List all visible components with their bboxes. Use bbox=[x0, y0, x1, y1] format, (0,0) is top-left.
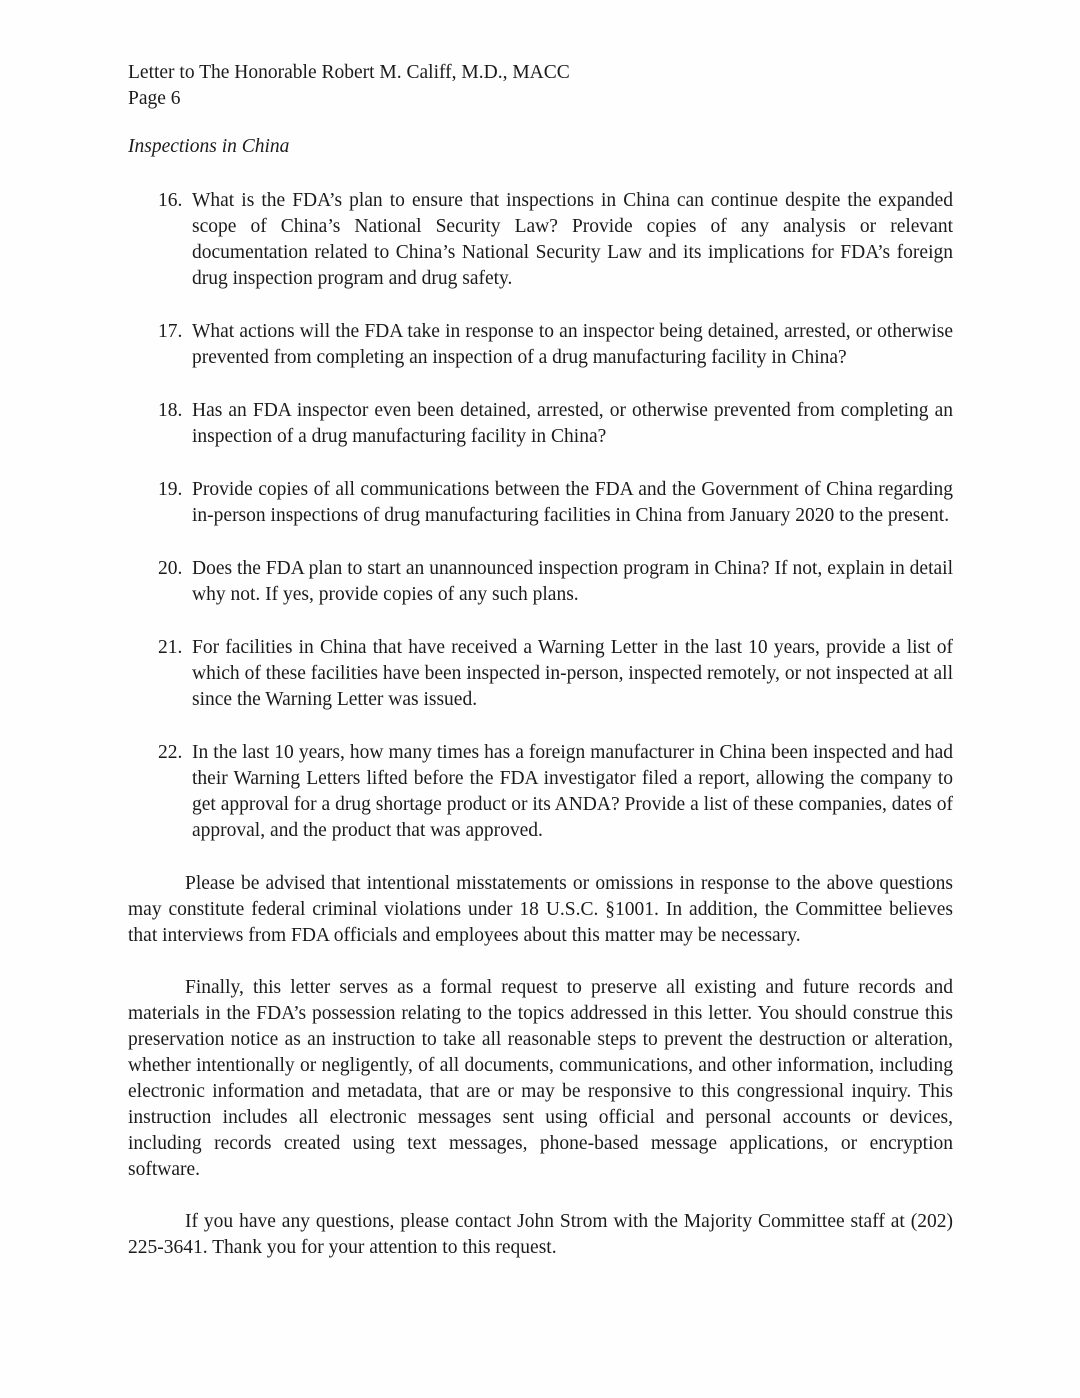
question-text: Provide copies of all communications between the FDA and the Government of China regarding in-person inspections of drug manufacturing facilities in China from January 2020 to the present. bbox=[192, 479, 953, 526]
question-number: 19. bbox=[158, 479, 183, 500]
question-text: What actions will the FDA take in response to an inspector being detained, arrested, or otherwise prevented from completing an inspection of a drug manufacturing facility in China? bbox=[192, 321, 953, 368]
question-number: 17. bbox=[158, 321, 183, 342]
question-text: Has an FDA inspector even been detained, arrested, or otherwise prevented from completing an inspection of a drug manufacturing facility in China? bbox=[192, 400, 953, 447]
question-list bbox=[158, 188, 953, 844]
question-text: In the last 10 years, how many times has a foreign manufacturer in China been inspected and had their Warning Letters lifted before the FDA investigator filed a report, allowing the company to get approval for a drug shortage product or its ANDA? Provide a list of these companies, dates of approval, and the product that was approved. bbox=[192, 742, 953, 841]
question-text: For facilities in China that have received a Warning Letter in the last 10 years, provide a list of which of these facilities have been inspected in-person, inspected remotely, or not inspected at all since the Warning Letter was issued. bbox=[192, 637, 953, 710]
question-number: 16. bbox=[158, 190, 183, 211]
page-header bbox=[128, 60, 953, 112]
header-page-number: Page 6 bbox=[128, 88, 181, 109]
question-text: What is the FDA’s plan to ensure that inspections in China can continue despite the expanded scope of China’s National Security Law? Provide copies of any analysis or relevant documentation related to China’s National Security Law and its implications for FDA’s foreign drug inspection program and drug safety. bbox=[192, 190, 953, 289]
question-number: 18. bbox=[158, 400, 183, 421]
question-item-16 bbox=[158, 188, 953, 292]
paragraph-criminal-violations: Please be advised that intentional misstatements or omissions in response to the above questions may constitute federal criminal violations under 18 U.S.C. §1001. In addition, the Committee believes that interviews from FDA officials and employees about this matter may be necessary. bbox=[128, 873, 953, 946]
question-item-22 bbox=[158, 740, 953, 844]
section-heading: Inspections in China bbox=[128, 136, 290, 157]
question-number: 22. bbox=[158, 742, 183, 763]
question-item-21 bbox=[158, 635, 953, 713]
paragraph-preservation-notice: Finally, this letter serves as a formal request to preserve all existing and future records and materials in the FDA’s possession relating to the topics addressed in this letter. You should construe this preservation notice as an instruction to take all reasonable steps to prevent the destruction or alteration, whether intentionally or negligently, of all documents, communications, and other information, including electronic information and metadata, that are or may be responsive to this congressional inquiry. This instruction includes all electronic messages sent using official and personal accounts or devices, including records created using text messages, phone-based message applications, or encryption software. bbox=[128, 977, 953, 1180]
question-item-20 bbox=[158, 556, 953, 608]
question-item-18 bbox=[158, 398, 953, 450]
question-number: 21. bbox=[158, 637, 183, 658]
question-text: Does the FDA plan to start an unannounced inspection program in China? If not, explain in detail why not. If yes, provide copies of any such plans. bbox=[192, 558, 953, 605]
question-number: 20. bbox=[158, 558, 183, 579]
header-letter-title: Letter to The Honorable Robert M. Califf, M.D., MACC bbox=[128, 62, 570, 83]
question-item-19 bbox=[158, 477, 953, 529]
paragraph-contact-info: If you have any questions, please contact John Strom with the Majority Committee staff at (202) 225-3641. Thank you for your attention to this request. bbox=[128, 1211, 953, 1258]
question-item-17 bbox=[158, 319, 953, 371]
